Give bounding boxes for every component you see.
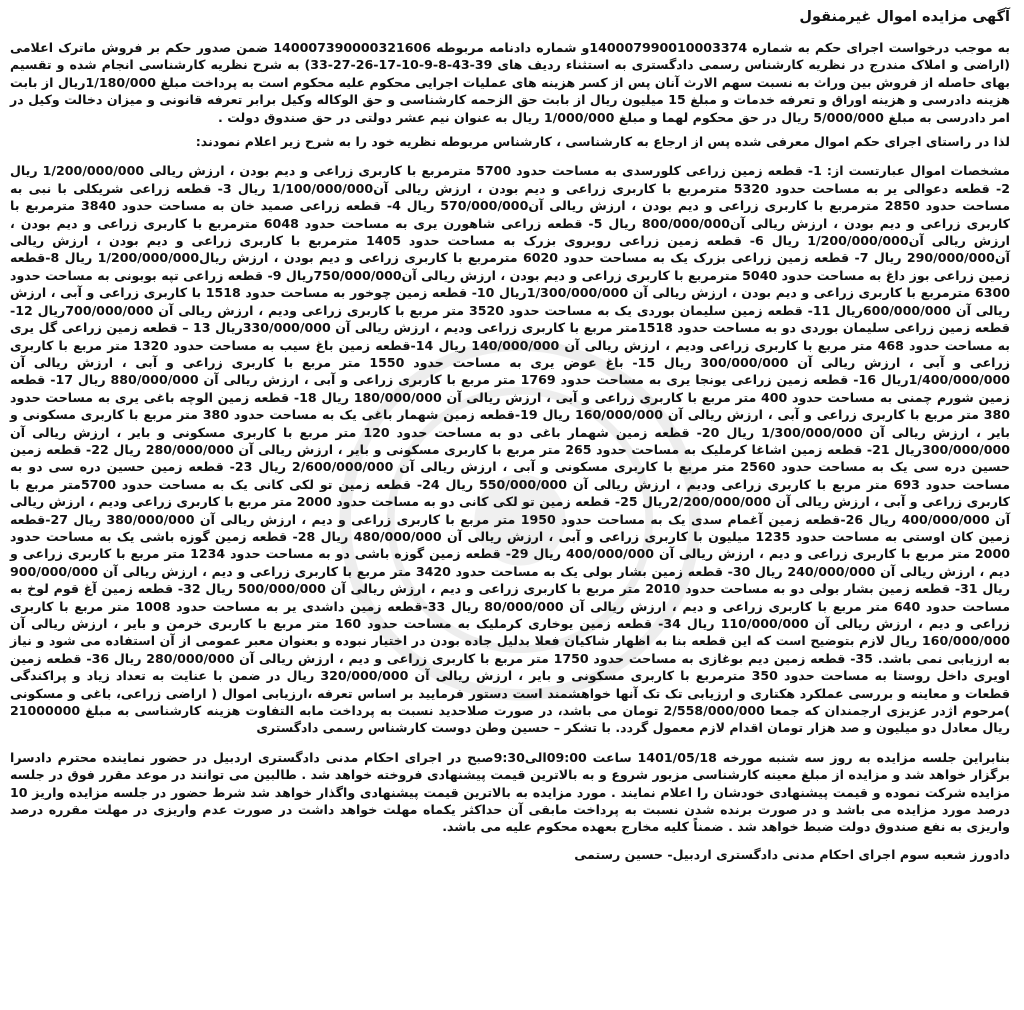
property-items-paragraph: مشخصات اموال عبارتست از: 1- قطعه زمین زراعی کلورسدی به مساحت حدود 5700 مترمربع با کاربری زراعی و دیم بودن ، ارزش ریالی 1/200/000/000 ریال 2- قطعه دعوالی یر به مساحت حدود 5320 مترمربع با کاربری زراعی و دیم بودن ، ارزش ریالی آن1/100/000/000 ریال 3- قطعه زراعی شریکلی با نبی به مساحت حدود 2850 مترمربع با کاربری زراعی و دیم بودن ، ارزش ریالی آن570/000/000 ریال 4- قطعه زراعی صمید خان به مساحت حدود 3840 مترمربع با کاربری زراعی و دیم بودن ، ارزش ریالی آن800/000/000 ریال 5- قطعه زراعی شاهورن یری به مساحت حدود 6048 مترمربع با کاربری زراعی و دیم بودن ، ارزش ریالی آن1/200/000/000 ریال 6- قطعه زمین زراعی روبروی بزرک به مساحت حدود 1405 مترمربع با کاربری زراعی و دیم بودن ، ارزش ریالی آن290/000/000 ریال 7- قطعه زمین زراعی بزرک یک به مساحت حدود 6020 مترمربع با کاربری زراعی و دیم بودن ، ارزش ریال1/200/000/000 ریال 8-قطعه زمین زراعی بوز داغ به مساحت حدود 5040 مترمربع با کاربری زراعی و دیم بودن ، ارزش ریالی آن750/000/000ریال 9- قطعه زراعی تپه بوبونی به مساحت حدود 6300 مترمربع با کاربری زراعی و دیم بودن ، ارزش ریالی آن 1/300/000/000ریال 10- قطعه زمین چوخور به مساحت حدود 1518 با کاربری زراعی و آبی ، ارزش ریالی آن 600/000/000ریال 11- قطعه زمین سلیمان بوردی یک به مساحت حدود 3520 متر مربع با کاربری زراعی ودیم ، ارزش ریالی آن 700/000/000ریال 12- قطعه زمین زراعی سلیمان بوردی دو به مساحت حدود 1518متر مربع با کاربری زراعی ودیم ، ارزش ریالی آن 330/000/000ریال 13 – قطعه زمین زراعی گل یری به مساحت حدود 468 متر مربع با کاربری زراعی ودیم ، ارزش ریالی آن 140/000/000 ریال 14-قطعه زمین باغ سیب به مساحت حدود 1320 متر مربع با کاربری زراعی و آبی ، ارزش ریالی آن 300/000/000 ریال 15- باغ عوض یری به مساحت حدود 1550 متر مربع با کاربری زراعی و آبی ، ارزش ریالی آن 1/400/000/000ریال 16- قطعه زمین زراعی یونجا یری به مساحت حدود 1769 متر مربع با کاربری زراعی و آبی ، ارزش ریالی آن 880/000/000 ریال 17- قطعه زمین شورم چمنی به مساحت حدود 400 متر مربع با کاربری زراعی و آبی ، ارزش ریالی آن 180/000/000 ریال 18- قطعه زمین الوچه باغی یری به مساحت حدود 380 متر مربع با کاربری زراعی و آبی ، ارزش ریالی آن 160/000/000 ریال 19-قطعه زمین شهمار باغی یک به مساحت حدود 380 متر مربع با کاربری مسکونی و بایر ، ارزش ریالی آن 1/300/000/000 ریال 20- قطعه زمین شهمار باغی دو به مساحت حدود 120 متر مربع با کاربری مسکونی و بایر ، ارزش ریالی آن 300/000/000ریال 21- قطعه زمین اشاغا کرملیک به مساحت حدود 265 متر مربع با کاربری مسکونی و بایر ، ارزش ریالی آن 280/000/000 ریال 22- قطعه زمین حسین دره سی یک به مساحت حدود 2560 متر مربع با کاربری مسکونی و آبی ، ارزش ریالی آن 2/600/000/000 ریال 23- قطعه زمین حسین دره سی دو به مساحت حدود 693 متر مربع با کاربری زراعی ودیم ، ارزش ریالی آن 550/000/000 ریال 24- قطعه زمین تو لکی کانی یک به مساحت حدود 5700متر مربع با کاربری زراعی و آبی ، ارزش ریالی آن 2/200/000/000ریال 25- قطعه زمین تو لکی کانی دو به مساحت حدود 2000 متر مربع با کاربری زراعی ودیم ، ارزش ریالی آن 400/000/000 ریال 26-قطعه زمین آغمام سدی یک به مساحت حدود 1950 متر مربع با کاربری زراعی و دیم ، ارزش ریالی آن 380/000/000 ریال 27-قطعه زمین کان اوستی به مساحت حدود 1235 میلیون با کاربری زراعی و آبی ، ارزش ریالی آن 480/000/000 ریال 28- قطعه زمین گوزه باشی یک به مساحت حدود 2000 متر مربع با کاربری زراعی و دیم ، ارزش ریالی آن 400/000/000 ریال 29- قطعه زمین گوزه باشی دو به مساحت حدود 1234 متر مربع با کاربری زراعی و دیم ، ارزش ریالی آن 240/000/000 ریال 30- قطعه زمین بشار بولی یک به مساحت حدود 3420 متر مربع با کاربری زراعی و دیم ، ارزش ریالی آن 900/000/000 ریال 31- قطعه زمین بشار بولی دو به مساحت حدود 2010 متر مربع با کاربری زراعی و دیم ، ارزش ریالی آن 500/000/000 ریال 32- قطعه زمین آغ قوم لوخ به مساحت حدود 640 متر مربع با کاربری زراعی و دیم ، ارزش ریالی آن 80/000/000 ریال 33-قطعه زمین داشدی یر به مساحت حدود 1008 متر مربع با کاربری زراعی و دیم ، ارزش ریالی آن 110/000/000 ریال 34- قطعه زمین یوخاری کرملیک به مساحت حدود 160 متر مربع با کاربری خرمن و بایر ، ارزش ریالی آن 160/000/000 ریال لازم بتوضیح است که این قطعه بنا به اظهار شاکیان فعلا بدلیل جاده بودن در اختیار نبوده و بعنوان معبر عمومی از آن استفاده می شود و نیاز به ارزیابی نمی باشد. 35- قطعه زمین دیم بوغازی به مساحت حدود 1750 متر مربع با کاربری زراعی و دیم ، ارزش ریالی آن 280/000/000 ریال 36- قطعه زمین اویری داخل روستا به مساحت حدود 350 مترمربع با کاربری مسکونی و بایر ، ارزش ریالی آن 320/000/000 ریال در ضمن با عنایت به تعداد زیاد و پراکندگی قطعات و معاینه و بررسی عملکرد هکتاری و ارزیابی تک تک آنها خواهشمند است دستور فرمایید بر اساس تعرفه ،ارزیابی اموال ( اراضی زراعی، باغی و مسکونی )مرحوم اژدر عزیزی ارجمندان که جمعا 2/558/000/000 تومان می باشد، در صورت صلاحدید نسبت به پرداخت مابه التفاوت هزینه کارشناسی به مبلغ 21000000 ریال معادل دو میلیون و صد هزار تومان اقدام لازم معمول گردد. با تشکر – حسین وطن دوست کارشناس رسمی دادگستری (10, 163, 1011, 736)
signature-line: دادورز شعبه سوم اجرای احکام مدنی دادگستری اردبیل- حسین رستمی (574, 846, 1010, 862)
auction-session-paragraph: بنابراین جلسه مزایده به روز سه شنبه مورخه 1401/05/18 ساعت 09:00الی9:30صبح در اجرای احکام مدنی دادگستری اردبیل در حضور نماینده محترم دادسرا برگزار خواهد شد و مزایده از مبلغ معینه کارشناسی مزبور شروع و به بالاترین قیمت پیشنهادی فروخته خواهد شد . طالبین می توانند در موعد مقرر فوق در جلسه مزایده شرکت نموده و قیمت پیشنهادی خودشان را اعلام نمایند . مورد مزایده به بالاترین قیمت پیشنهادی واگذار خواهد شد شرط حضور در جلسه مزایده واریز 10 درصد مورد مزایده می باشد و در صورت برنده شدن نسبت به پرداخت مابقی آن حداکثر یکماه مهلت خواهد داشت در صورت عدم واریزی در مهلت مقرره درصد واریزی به نفع صندوق دولت ضبط خواهد شد . ضمناً کلیه مخارج بعهده محکوم علیه می باشد. (10, 749, 1010, 835)
notice-title: آگهی مزایده اموال غیرمنقول (799, 9, 1010, 25)
lead-paragraph: لذا در راستای اجرای حکم اموال معرفی شده پس از ارجاع به کارشناسی ، کارشناس مربوطه نظریه خود را به شرح زیر اعلام نمودند: (195, 134, 1010, 150)
intro-paragraph: به موجب درخواست اجرای حکم به شماره 140007990010003374و شماره دادنامه مربوطه 140007390000321606 ضمن صدور حکم بر فروش ماترک اعلامی (اراضی و املاک مندرج در نظریه کارشناس رسمی دادگستری به استثناء ردیف های 39-43-8-9-10-17-26-27-33) به شرح نظریه کارشناسی انجام شده و تقسیم بهای حاصله از فروش بین وراث به نسبت سهم الارث آنان پس از کسر هزینه های عملیات اجرایی محکوم علیه محکوم است به پرداخت مبلغ 1/180/000ریال از بابت هزینه دادرسی و هزینه اوراق و تعرفه خدمات و مبلغ 15 میلیون ریال از بابت حق الزحمه کارشناسی و حق الوکاله وکیل برابر تعرفه قانونی و میزان دخالت وکیل در امر دادرسی به مبلغ 5/000/000 ریال در حق محکوم لهما و مبلغ 1/000/000 ریال به عنوان نیم عشر دولتی در حق صندوق دولت . (10, 40, 1011, 125)
